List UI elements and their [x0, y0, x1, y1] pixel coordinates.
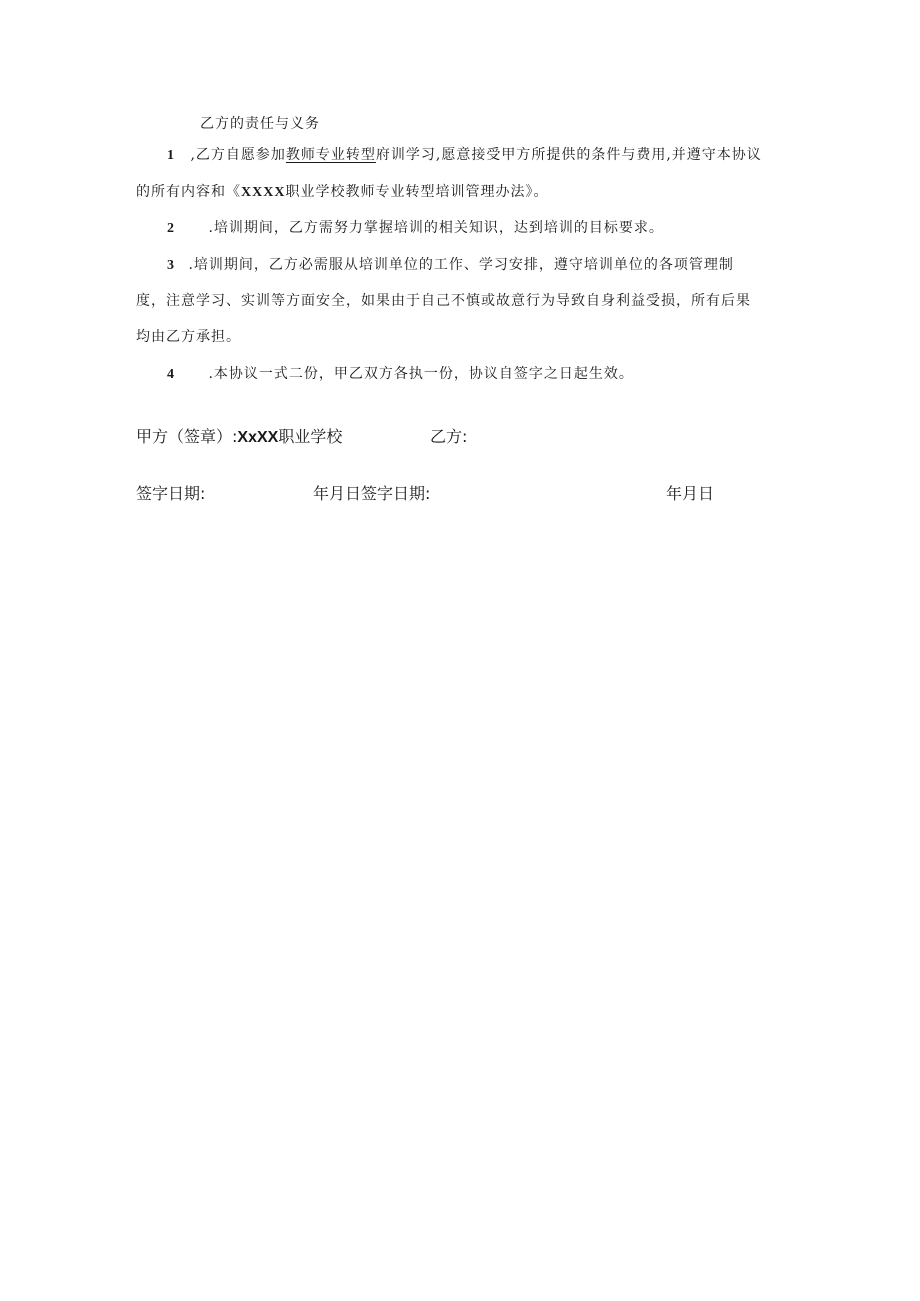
date-label-b: 签字日期: — [361, 484, 431, 503]
party-b-label: 乙方: — [430, 427, 468, 446]
clause-3-line-2: 度，注意学习、实训等方面安全，如果由于自己不慎或故意行为导致自身利益受损，所有后果 — [136, 293, 751, 309]
clause-4-line-1: 4 .本协议一式二份，甲乙双方各执一份，协议自签字之日起生效。 — [167, 364, 634, 385]
clause-number: 2 — [167, 221, 175, 236]
clause-number: 3 — [167, 258, 175, 273]
date-ymd-a: 年月日 — [313, 484, 362, 503]
clause-2-line-1: 2 .培训期间，乙方需努力掌握培训的相关知识，达到培训的目标要求。 — [167, 218, 664, 239]
clause-number: 1 — [167, 148, 175, 163]
section-title: 乙方的责任与义务 — [200, 116, 320, 132]
party-b-signature — [430, 426, 467, 448]
party-a-name-bold: XxXX — [237, 429, 279, 446]
date-label-a: 签字日期: — [136, 484, 206, 503]
clause-3-line-1: 3 .培训期间，乙方必需服从培训单位的工作、学习安排，遵守培训单位的各项管理制 — [167, 255, 734, 276]
date-a-and-label-b — [313, 483, 430, 505]
party-a-signature — [136, 426, 342, 449]
clause-3-line-3: 均由乙方承担。 — [136, 329, 241, 345]
date-ymd-b: 年月日 — [666, 484, 715, 503]
party-a-name: 职业学校 — [278, 427, 343, 446]
clause-number: 4 — [167, 367, 175, 382]
clause-1-line-2: 的所有内容和《XXXX职业学校教师专业转型培训管理办法》。 — [136, 184, 549, 200]
party-a-label: 甲方（签章）: — [136, 427, 238, 446]
underlined-term: 教师专业转型 — [285, 147, 376, 163]
school-name-placeholder: XXXX — [241, 185, 286, 200]
clause-1-line-1: 1 ,乙方自愿参加教师专业转型府训学习,愿意接受甲方所提供的条件与费用,并遵守本协议 — [167, 145, 762, 166]
